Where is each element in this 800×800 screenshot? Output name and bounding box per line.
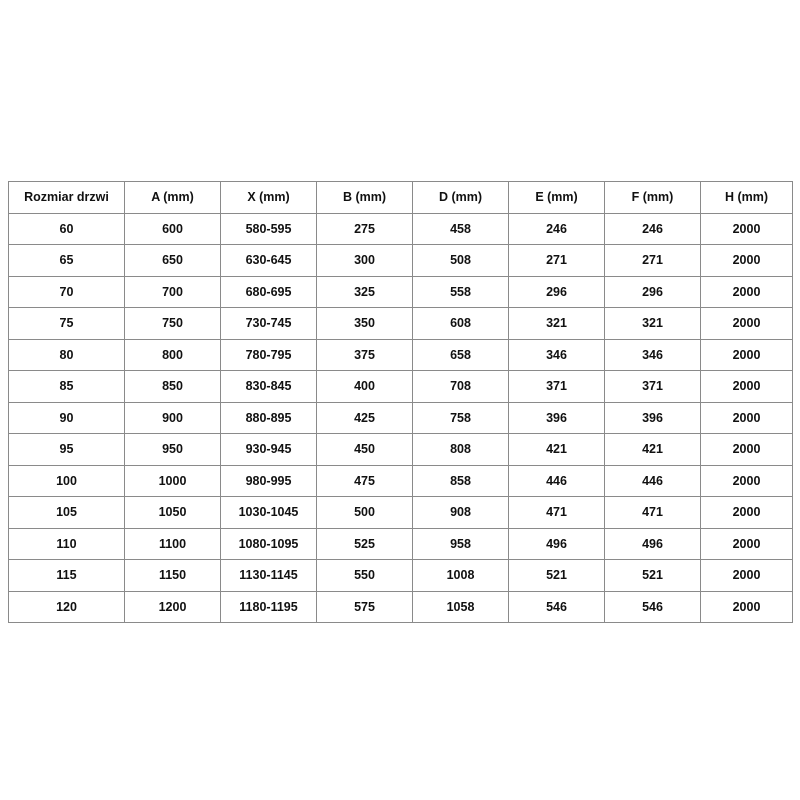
column-header-h: H (mm) <box>701 182 793 214</box>
cell-a: 650 <box>125 245 221 277</box>
cell-x: 1080-1095 <box>221 528 317 560</box>
cell-x: 830-845 <box>221 371 317 403</box>
cell-d: 808 <box>413 434 509 466</box>
column-header-d: D (mm) <box>413 182 509 214</box>
table-row <box>9 276 793 308</box>
cell-h: 2000 <box>701 402 793 434</box>
column-header-e: E (mm) <box>509 182 605 214</box>
cell-e: 446 <box>509 465 605 497</box>
table-row <box>9 308 793 340</box>
cell-a: 1150 <box>125 560 221 592</box>
cell-b: 300 <box>317 245 413 277</box>
cell-b: 375 <box>317 339 413 371</box>
cell-a: 900 <box>125 402 221 434</box>
cell-e: 496 <box>509 528 605 560</box>
cell-x: 780-795 <box>221 339 317 371</box>
table-row <box>9 245 793 277</box>
cell-e: 421 <box>509 434 605 466</box>
cell-e: 471 <box>509 497 605 529</box>
cell-b: 525 <box>317 528 413 560</box>
cell-f: 296 <box>605 276 701 308</box>
cell-d: 608 <box>413 308 509 340</box>
cell-b: 450 <box>317 434 413 466</box>
cell-f: 271 <box>605 245 701 277</box>
table-row <box>9 371 793 403</box>
cell-size: 75 <box>9 308 125 340</box>
cell-f: 421 <box>605 434 701 466</box>
column-header-a: A (mm) <box>125 182 221 214</box>
cell-b: 475 <box>317 465 413 497</box>
cell-f: 371 <box>605 371 701 403</box>
cell-size: 100 <box>9 465 125 497</box>
cell-h: 2000 <box>701 213 793 245</box>
table-header <box>9 182 793 214</box>
cell-f: 346 <box>605 339 701 371</box>
cell-x: 980-995 <box>221 465 317 497</box>
cell-f: 396 <box>605 402 701 434</box>
cell-x: 880-895 <box>221 402 317 434</box>
cell-b: 425 <box>317 402 413 434</box>
cell-e: 396 <box>509 402 605 434</box>
table-row <box>9 528 793 560</box>
door-size-table <box>8 181 793 623</box>
cell-f: 496 <box>605 528 701 560</box>
cell-h: 2000 <box>701 434 793 466</box>
cell-size: 85 <box>9 371 125 403</box>
cell-x: 630-645 <box>221 245 317 277</box>
cell-h: 2000 <box>701 591 793 623</box>
cell-d: 558 <box>413 276 509 308</box>
cell-b: 550 <box>317 560 413 592</box>
column-header-f: F (mm) <box>605 182 701 214</box>
cell-b: 325 <box>317 276 413 308</box>
cell-size: 120 <box>9 591 125 623</box>
table-header-row <box>9 182 793 214</box>
cell-a: 1200 <box>125 591 221 623</box>
cell-d: 858 <box>413 465 509 497</box>
cell-d: 1058 <box>413 591 509 623</box>
cell-x: 1180-1195 <box>221 591 317 623</box>
cell-x: 580-595 <box>221 213 317 245</box>
cell-b: 500 <box>317 497 413 529</box>
table-row <box>9 591 793 623</box>
cell-size: 90 <box>9 402 125 434</box>
cell-d: 708 <box>413 371 509 403</box>
cell-h: 2000 <box>701 497 793 529</box>
cell-e: 371 <box>509 371 605 403</box>
cell-size: 95 <box>9 434 125 466</box>
cell-size: 65 <box>9 245 125 277</box>
cell-e: 346 <box>509 339 605 371</box>
cell-b: 575 <box>317 591 413 623</box>
cell-e: 296 <box>509 276 605 308</box>
cell-f: 546 <box>605 591 701 623</box>
cell-d: 958 <box>413 528 509 560</box>
table-row <box>9 560 793 592</box>
cell-x: 730-745 <box>221 308 317 340</box>
cell-f: 521 <box>605 560 701 592</box>
cell-size: 60 <box>9 213 125 245</box>
cell-a: 700 <box>125 276 221 308</box>
cell-d: 508 <box>413 245 509 277</box>
cell-d: 1008 <box>413 560 509 592</box>
cell-d: 658 <box>413 339 509 371</box>
table-row <box>9 434 793 466</box>
cell-x: 1130-1145 <box>221 560 317 592</box>
table-row <box>9 497 793 529</box>
cell-x: 930-945 <box>221 434 317 466</box>
column-header-rozmiar-drzwi: Rozmiar drzwi <box>9 182 125 214</box>
cell-b: 350 <box>317 308 413 340</box>
cell-e: 521 <box>509 560 605 592</box>
cell-h: 2000 <box>701 528 793 560</box>
cell-size: 105 <box>9 497 125 529</box>
cell-f: 321 <box>605 308 701 340</box>
column-header-b: B (mm) <box>317 182 413 214</box>
cell-h: 2000 <box>701 339 793 371</box>
cell-a: 800 <box>125 339 221 371</box>
cell-size: 70 <box>9 276 125 308</box>
cell-h: 2000 <box>701 245 793 277</box>
table-body <box>9 213 793 623</box>
cell-a: 1000 <box>125 465 221 497</box>
cell-a: 750 <box>125 308 221 340</box>
cell-e: 271 <box>509 245 605 277</box>
cell-a: 1050 <box>125 497 221 529</box>
cell-a: 600 <box>125 213 221 245</box>
size-table-container <box>8 181 792 623</box>
cell-e: 246 <box>509 213 605 245</box>
cell-f: 446 <box>605 465 701 497</box>
table-row <box>9 213 793 245</box>
table-row <box>9 402 793 434</box>
cell-size: 110 <box>9 528 125 560</box>
cell-h: 2000 <box>701 371 793 403</box>
cell-d: 908 <box>413 497 509 529</box>
cell-x: 1030-1045 <box>221 497 317 529</box>
cell-a: 950 <box>125 434 221 466</box>
cell-e: 546 <box>509 591 605 623</box>
cell-d: 458 <box>413 213 509 245</box>
cell-h: 2000 <box>701 560 793 592</box>
column-header-x: X (mm) <box>221 182 317 214</box>
cell-h: 2000 <box>701 465 793 497</box>
cell-e: 321 <box>509 308 605 340</box>
cell-h: 2000 <box>701 276 793 308</box>
cell-size: 115 <box>9 560 125 592</box>
cell-d: 758 <box>413 402 509 434</box>
cell-f: 471 <box>605 497 701 529</box>
cell-size: 80 <box>9 339 125 371</box>
table-row <box>9 465 793 497</box>
cell-b: 275 <box>317 213 413 245</box>
cell-b: 400 <box>317 371 413 403</box>
table-row <box>9 339 793 371</box>
cell-x: 680-695 <box>221 276 317 308</box>
cell-f: 246 <box>605 213 701 245</box>
cell-a: 1100 <box>125 528 221 560</box>
cell-h: 2000 <box>701 308 793 340</box>
cell-a: 850 <box>125 371 221 403</box>
